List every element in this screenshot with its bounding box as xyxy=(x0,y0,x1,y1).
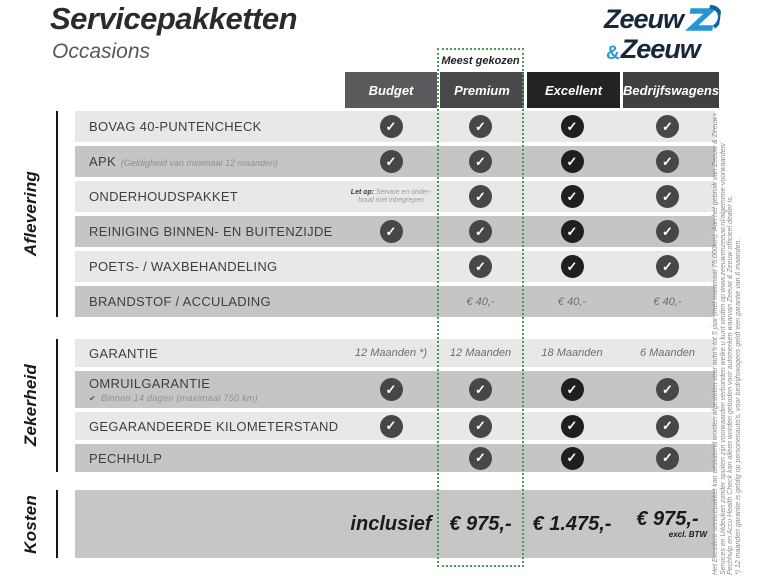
footnote-line: *) 12 maanden garantie is geldig op personenauto's, voor bedrijfswagens geldt een garantie van 6 maanden. xyxy=(734,238,742,575)
cell-excellent xyxy=(524,150,620,173)
cost-value: inclusief xyxy=(350,513,432,535)
row-label: GARANTIE xyxy=(89,345,158,361)
column-header-budget: Budget xyxy=(345,72,437,108)
cell-bedrijfswagens xyxy=(620,415,715,438)
section-label-aflevering: Aflevering xyxy=(21,171,40,257)
cell-bedrijfswagens xyxy=(620,296,715,308)
logo-ampersand: & xyxy=(606,43,620,64)
check-icon: ✓ xyxy=(561,447,584,470)
table-row xyxy=(75,111,715,142)
footnote-line: Services en Uitdeuken zonder spuiten zijn voorwaarden verbonden welke u kunt vinden op www.zeeuwenzeeuw.nl/algemene-voorwaarden/ xyxy=(719,142,727,575)
logo-word-zeeuw2: Zeeuw xyxy=(620,34,700,64)
cell-premium xyxy=(437,296,524,308)
cell-value: € 40,- xyxy=(653,295,682,308)
table-row xyxy=(75,181,715,212)
row-label: GEGARANDEERDE KILOMETERSTAND xyxy=(89,418,339,434)
cell-budget xyxy=(345,514,437,534)
check-icon: ✓ xyxy=(469,415,492,438)
cell-bedrijfswagens xyxy=(620,378,715,401)
section-divider-line xyxy=(56,339,58,472)
cell-bedrijfswagens xyxy=(620,255,715,278)
cell-excellent xyxy=(524,347,620,359)
cell-excellent xyxy=(524,185,620,208)
cell-value: 12 Maanden *) xyxy=(354,347,428,359)
small-check-icon: ✔ xyxy=(89,394,97,403)
cell-budget xyxy=(345,378,437,401)
column-header-excellent: Excellent xyxy=(524,72,620,108)
table-row xyxy=(75,216,715,247)
check-icon: ✓ xyxy=(561,115,584,138)
cell-bedrijfswagens xyxy=(620,115,715,138)
table-row xyxy=(75,371,715,408)
cell-budget xyxy=(345,415,437,438)
row-label: PECHHULP xyxy=(89,450,163,466)
cell-excellent xyxy=(524,378,620,401)
cell-excellent xyxy=(524,255,620,278)
check-icon: ✓ xyxy=(656,447,679,470)
cell-bedrijfswagens xyxy=(620,220,715,243)
cell-bedrijfswagens xyxy=(620,347,715,359)
cost-value: € 975,- xyxy=(636,508,699,530)
table-row xyxy=(75,412,715,440)
cell-premium xyxy=(437,185,524,208)
check-icon: ✓ xyxy=(469,115,492,138)
cost-value: € 975,- xyxy=(449,513,512,535)
table-row xyxy=(75,444,715,472)
cell-note: Let op: Service en onder- houd niet inbegrepen xyxy=(350,188,432,204)
row-label: APK (Geldigheid van minimaal 12 maanden) xyxy=(89,154,279,169)
check-icon: ✓ xyxy=(380,150,403,173)
footnote-line: Het Excellent-servicepakket kan uitsluitend worden afgesloten voor auto's tot 5 jaar (met maximaal 75.000km). Aan het gebruik van Zeeuw & Zeeuw+ xyxy=(712,112,719,575)
row-label: OMRUILGARANTIE ✔ Binnen 14 dagen (maximaal 750 km) xyxy=(75,376,345,403)
check-icon: ✓ xyxy=(656,115,679,138)
cost-subnote: excl. BTW xyxy=(668,530,707,539)
cost-value: € 1.475,- xyxy=(532,513,612,535)
cell-value: 6 Maanden xyxy=(639,347,696,359)
cell-bedrijfswagens xyxy=(620,509,715,539)
row-label: BRANDSTOF / ACCULADING xyxy=(89,294,271,309)
section-divider-line xyxy=(56,490,58,558)
table-row xyxy=(75,251,715,282)
table-row xyxy=(75,146,715,177)
cell-bedrijfswagens xyxy=(620,150,715,173)
logo-z-swoosh-icon xyxy=(682,4,722,34)
logo-line1 xyxy=(604,4,720,34)
cell-premium xyxy=(437,255,524,278)
check-icon: ✓ xyxy=(561,415,584,438)
column-headers xyxy=(345,72,719,108)
section-label-zekerheid: Zekerheid xyxy=(21,364,40,447)
section-divider-line xyxy=(56,111,58,317)
section-label-kosten: Kosten xyxy=(21,494,40,554)
check-icon: ✓ xyxy=(469,220,492,243)
check-icon: ✓ xyxy=(380,220,403,243)
page-title: Servicepakketten xyxy=(50,1,298,36)
cell-value: 18 Maanden xyxy=(541,347,603,359)
meest-gekozen-badge: Meest gekozen xyxy=(439,50,522,72)
cell-budget xyxy=(345,220,437,243)
check-icon: ✓ xyxy=(469,150,492,173)
check-icon: ✓ xyxy=(561,185,584,208)
cell-excellent xyxy=(524,115,620,138)
row-sublabel: ✔ Binnen 14 dagen (maximaal 750 km) xyxy=(89,393,258,403)
check-icon: ✓ xyxy=(561,150,584,173)
cell-excellent xyxy=(524,415,620,438)
check-icon: ✓ xyxy=(469,378,492,401)
cell-premium xyxy=(437,447,524,470)
logo-word-zeeuw: Zeeuw xyxy=(604,3,684,34)
cell-excellent xyxy=(524,514,620,534)
footnotes xyxy=(712,75,742,575)
check-icon: ✓ xyxy=(561,378,584,401)
cell-premium xyxy=(437,415,524,438)
check-icon: ✓ xyxy=(380,415,403,438)
cell-excellent xyxy=(524,447,620,470)
column-header-premium: Premium xyxy=(437,72,524,108)
check-icon: ✓ xyxy=(656,185,679,208)
cell-value: 12 Maanden xyxy=(449,347,512,359)
column-header-bedrijfswagens: Bedrijfswagens xyxy=(620,72,719,108)
check-icon: ✓ xyxy=(561,220,584,243)
row-label: ONDERHOUDSPAKKET xyxy=(89,189,239,204)
table-row xyxy=(75,490,715,558)
zeeuw-logo xyxy=(604,4,720,63)
check-icon: ✓ xyxy=(656,415,679,438)
check-icon: ✓ xyxy=(656,255,679,278)
cell-premium xyxy=(437,347,524,359)
cell-budget xyxy=(345,115,437,138)
footnote-line: Pechhulp en Accu Health Check kan alleen worden geboden voor automerken waarvan Zeeuw & Zeeuw officieel dealer is. xyxy=(727,195,734,575)
cell-premium xyxy=(437,514,524,534)
cell-excellent xyxy=(524,296,620,308)
row-label: BOVAG 40-PUNTENCHECK xyxy=(89,119,262,134)
check-icon: ✓ xyxy=(656,378,679,401)
cell-premium xyxy=(437,115,524,138)
page-subtitle: Occasions xyxy=(52,40,151,63)
cell-excellent xyxy=(524,220,620,243)
table-row xyxy=(75,339,715,367)
cell-budget xyxy=(345,150,437,173)
check-icon: ✓ xyxy=(469,255,492,278)
check-icon: ✓ xyxy=(469,185,492,208)
check-icon: ✓ xyxy=(561,255,584,278)
cell-bedrijfswagens xyxy=(620,447,715,470)
logo-line2 xyxy=(606,36,720,63)
cell-value: € 40,- xyxy=(466,295,495,308)
cell-premium xyxy=(437,220,524,243)
cell-budget xyxy=(345,347,437,359)
table-row xyxy=(75,286,715,317)
cell-budget xyxy=(345,189,437,205)
check-icon: ✓ xyxy=(656,220,679,243)
cell-premium xyxy=(437,378,524,401)
cell-bedrijfswagens xyxy=(620,185,715,208)
check-icon: ✓ xyxy=(656,150,679,173)
check-icon: ✓ xyxy=(380,115,403,138)
row-label: REINIGING BINNEN- EN BUITENZIJDE xyxy=(89,224,333,239)
row-label: POETS- / WAXBEHANDELING xyxy=(89,259,278,274)
cell-premium xyxy=(437,150,524,173)
check-icon: ✓ xyxy=(380,378,403,401)
check-icon: ✓ xyxy=(469,447,492,470)
row-sublabel: (Geldigheid van minimaal 12 maanden) xyxy=(120,158,279,168)
cell-value: € 40,- xyxy=(557,295,587,308)
